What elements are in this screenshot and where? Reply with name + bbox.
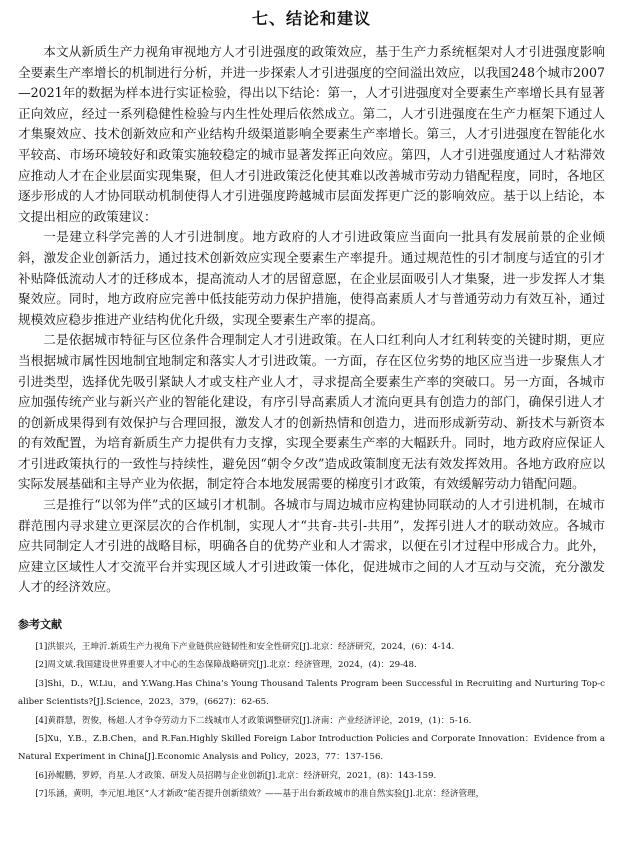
recommendation-paragraph-2: 二是依据城市特征与区位条件合理制定人才引进政策。在人口红利向人才红利转变的关键时期，更应当根据城市属性因地制宜地制定和落实人才引进政策。一方面，存在区位劣势的地区应当进一步聚焦人才引进类型，选择优先吸引紧缺人才或支柱产业人才，寻求提高全要素生产率的突破口。另一方面，各城市应加强传统产业与新兴产业的智能化建设，有序引导高素质人才流向更具有创造力的部门，确保引进人才的创新成果得到有效保护与合理回报，激发人才的创新热情和创造力，进而形成新劳动、新技术与新资本的有效配置，为培育新质生产力提供有力支撑，实现全要素生产率的大幅跃升。同时，地方政府应保证人才引进政策执行的一致性与持续性，避免因“朝令夕改”造成政策制度无法有效发挥效用。各地方政府应以实际发展基础和主导产业为依据，制定符合本地发展需要的梯度引才政策，有效缓解劳动力错配问题。 [18,332,605,492]
recommendation-paragraph-3: 三是推行“以邻为伴”式的区域引才机制。各城市与周边城市应构建协同联动的人才引进机制，在城市群范围内寻求建立更深层次的合作机制，实现人才“共育-共引-共用”，发挥引进人才的联动效应。各城市应共同制定人才引进的战略目标，明确各自的优势产业和人才需求，以便在引才过程中形成合力。此外，应建立区域性人才交流平台并实现区域人才引进政策一体化，促进城市之间的人才互动与交流，充分激发人才的经济效应。 [18,497,605,595]
reference-item: [7]乐涵，黄明，李元旭.地区“人才新政”能否提升创新绩效？——基于出台新政城市的准自然实验[J].北京：经济管理， [35,789,485,800]
section-title: 七、结论和建议 [251,9,371,28]
references-heading: 参考文献 [18,618,62,632]
reference-item: [5]Xu，Y.B.，Z.B.Chen，and R.Fan.Highly Skilled Foreign Labor Introduction Policies and Corporate Innovation：Evidence from a Natural Experiment in China[J].Economic Analysis and Policy，2023，77：137-156. [18,734,605,763]
recommendation-paragraph-1: 一是建立科学完善的人才引进制度。地方政府的人才引进政策应当面向一批具有发展前景的企业倾斜，激发企业创新活力，通过技术创新效应实现全要素生产率提升。通过规范性的引才制度与适宜的引才补贴降低流动人才的迁移成本，提高流动人才的居留意愿，在企业层面吸引人才集聚，进一步发挥人才集聚效应。同时，地方政府应完善中低技能劳动力保护措施，使得高素质人才与普通劳动力有效互补，通过规模效应稳步推进产业结构优化升级，实现全要素生产率的提高。 [18,229,605,327]
reference-item: [4]黄群慧，贺俊，杨超.人才争夺劳动力下二线城市人才政策调整研究[J].济南：产业经济评论，2019，(1)：5-16. [35,715,472,726]
reference-item: [6]孙鲲鹏，罗婷，肖星.人才政策、研发人员招聘与企业创新[J].北京：经济研究，2021，(8)：143-159. [35,770,437,781]
reference-item: [1]洪银兴，王坤沂.新质生产力视角下产业链供应链韧性和安全性研究[J].北京：经济研究，2024，(6)：4-14. [35,642,455,653]
reference-item: [3]Shi，D.，W.Liu，and Y.Wang.Has China’s Young Thousand Talents Program been Successful in Recruiting and Nurturing Top-caliber Scientists?[J].Science，2023，379，(6627)：62-65. [18,678,605,708]
reference-item: [2]周文斌.我国建设世界重要人才中心的生态保障战略研究[J].北京：经济管理，2024，(4)：29-48. [35,660,417,671]
conclusion-paragraph: 本文从新质生产力视角审视地方人才引进强度的政策效应，基于生产力系统框架对人才引进强度影响全要素生产率增长的机制进行分析，并进一步探索人才引进强度的空间溢出效应，以我国248个城市2007—2021年的数据为样本进行实证检验，得出以下结论：第一，人才引进强度对全要素生产率增长具有显著正向效应，经过一系列稳健性检验与内生性处理后依然成立。第二，人才引进强度在生产力框架下通过人才集聚效应、技术创新效应和产业结构升级渠道影响全要素生产率增长。第三，人才引进强度在智能化水平较高、市场环境较好和政策实施较稳定的城市显著发挥正向效应。第四，人才引进强度通过人才粘滞效应推动人才在企业层面实现集聚，但人才引进政策泛化使其难以改善城市劳动力错配程度，同时，各地区逐步形成的人才协同联动机制使得人才引进强度跨越城市层面发挥更广泛的影响效应。基于以上结论，本文提出相应的政策建议： [18,44,605,224]
